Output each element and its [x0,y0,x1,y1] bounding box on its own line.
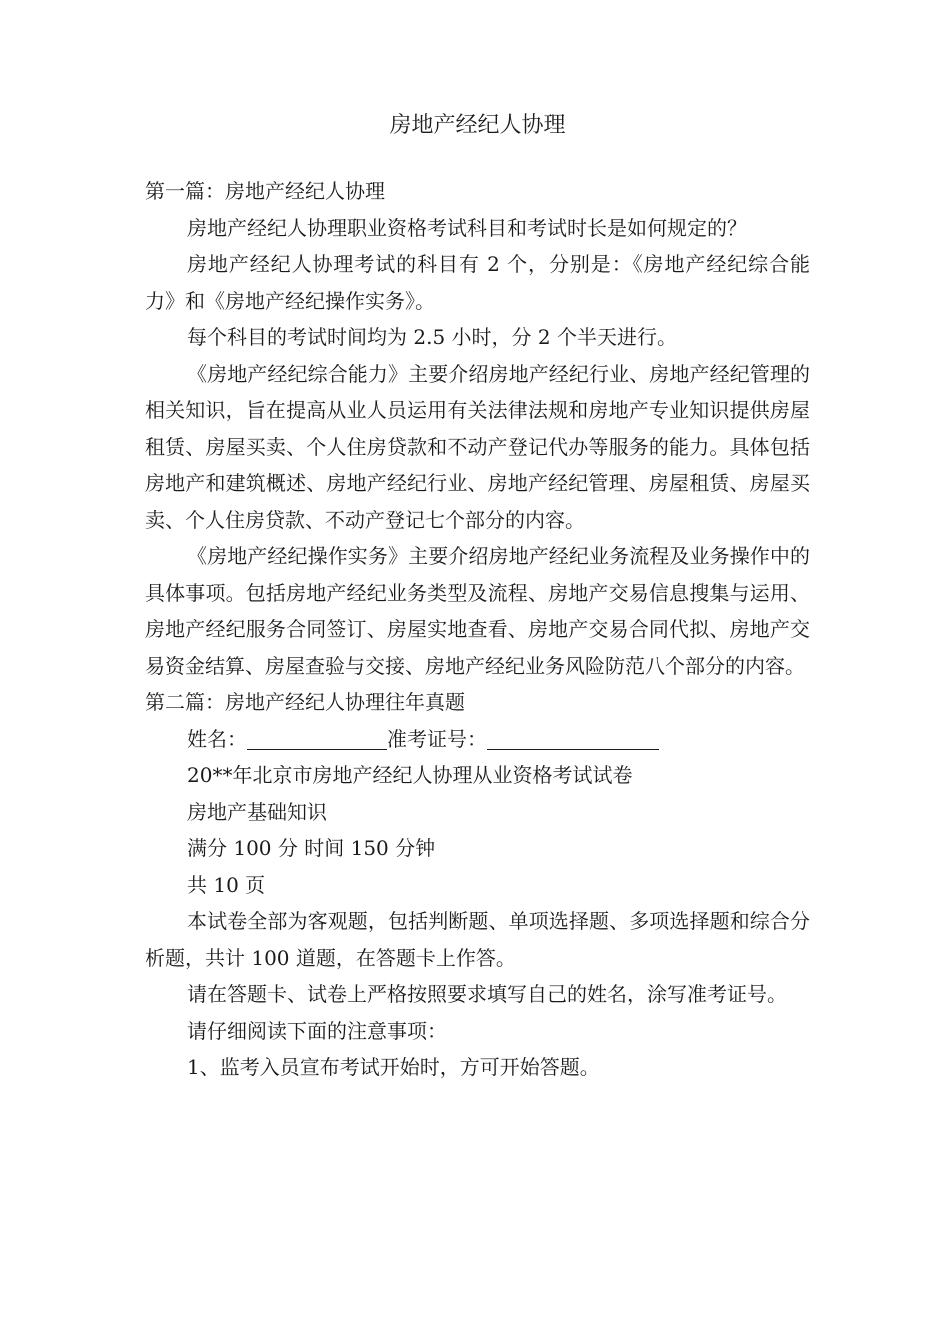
document-title: 房地产经纪人协理 [389,113,566,138]
candidate-info-line [145,721,810,758]
exam-id-label: 准考证号： [387,726,487,751]
section-1-heading: 第一篇：房地产经纪人协理 [145,179,385,203]
exam-score-time-line: 满分 100 分 时间 150 分钟 [187,836,436,860]
exam-notice-heading: 请仔细阅读下面的注意事项： [187,1018,447,1043]
document-body [145,173,810,1086]
exam-instruction-paragraph: 请在答题卡、试卷上严格按照要求填写自己的姓名，涂写准考证号。 [187,982,787,1006]
exam-subject-line: 房地产基础知识 [187,799,327,824]
section-1-paragraph: 每个科目的考试时间均为 2.5 小时，分 2 个半天进行。 [187,325,677,349]
section-2-heading: 第二篇：房地产经纪人协理往年真题 [145,690,465,714]
exam-title-line: 20**年北京市房地产经纪人协理从业资格考试试卷 [187,763,633,787]
exam-notice-item: 1、监考入员宣布考试开始时，方可开始答题。 [187,1055,600,1079]
exam-pages-line: 共 10 页 [187,872,266,897]
exam-id-blank [487,727,659,750]
section-1-paragraph: 《房地产经纪操作实务》主要介绍房地产经纪业务流程及业务操作中的具体事项。包括房地产经纪业务类型及流程、房地产交易信息搜集与运用、房地产经纪服务合同签订、房屋实地查看、房地产交易合同代拟、房地产交易资金结算、房屋查验与交接、房地产经纪业务风险防范八个部分的内容。 [145,544,810,678]
section-1-paragraph: 房地产经纪人协理考试的科目有 2 个，分别是：《房地产经纪综合能力》和《房地产经纪操作实务》。 [145,252,810,313]
section-1-paragraph: 房地产经纪人协理职业资格考试科目和考试时长是如何规定的？ [187,215,747,240]
section-1-paragraph: 《房地产经纪综合能力》主要介绍房地产经纪行业、房地产经纪管理的相关知识，旨在提高从业人员运用有关法律法规和房地产专业知识提供房屋租赁、房屋买卖、个人住房贷款和不动产登记代办等服务的能力。具体包括房地产和建筑概述、房地产经纪行业、房地产经纪管理、房屋租赁、房屋买卖、个人住房贷款、不动产登记七个部分的内容。 [145,361,810,532]
name-blank [247,727,387,750]
exam-instruction-paragraph: 本试卷全部为客观题，包括判断题、单项选择题、多项选择题和综合分析题，共计 100 道题，在答题卡上作答。 [145,909,810,970]
name-label: 姓名： [187,726,247,751]
